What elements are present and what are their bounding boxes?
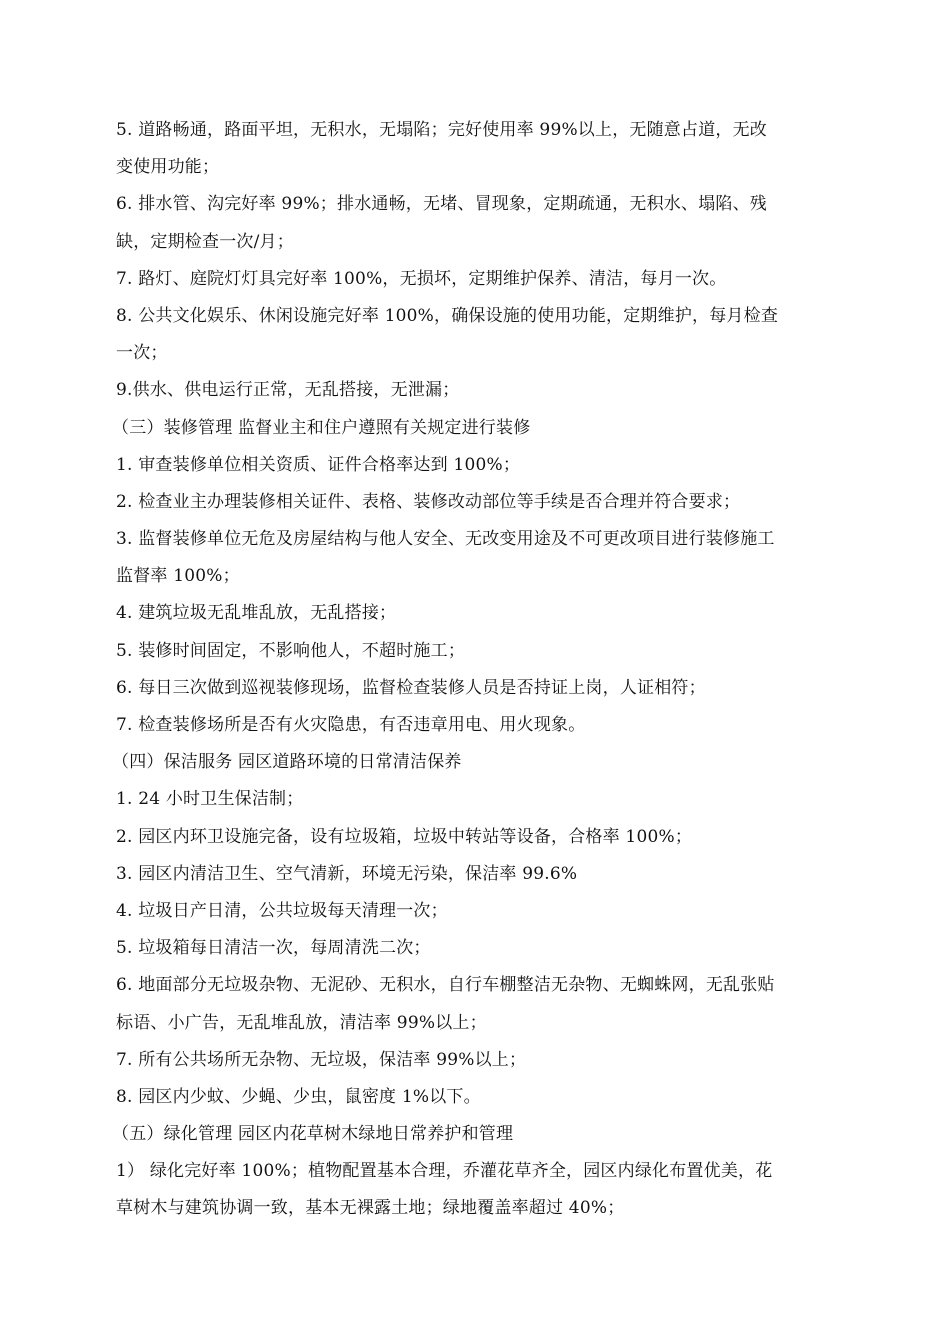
- list-item: 2. 检查业主办理装修相关证件、表格、装修改动部位等手续是否合理并符合要求；: [116, 491, 741, 512]
- list-item: 3. 监督装修单位无危及房屋结构与他人安全、无改变用途及不可更改项目进行装修施工: [116, 529, 775, 550]
- list-item: 5. 垃圾箱每日清洁一次，每周清洗二次；: [116, 938, 431, 959]
- list-item: 8. 公共文化娱乐、休闲设施完好率 100%，确保设施的使用功能，定期维护，每月检查: [116, 305, 779, 326]
- list-item: 1. 审查装修单位相关资质、证件合格率达到 100%；: [116, 454, 521, 475]
- paragraph-continuation: 标语、小广告，无乱堆乱放，清洁率 99%以上；: [116, 1012, 487, 1033]
- list-item: 7. 所有公共场所无杂物、无垃圾，保洁率 99%以上；: [116, 1049, 527, 1070]
- list-item: 7. 路灯、庭院灯灯具完好率 100%，无损坏，定期维护保养、清洁，每月一次。: [116, 268, 727, 289]
- list-item: 8. 园区内少蚊、少蝇、少虫，鼠密度 1%以下。: [116, 1086, 481, 1107]
- list-item: 6. 每日三次做到巡视装修现场，监督检查装修人员是否持证上岗，人证相符；: [116, 677, 706, 698]
- list-item: 4. 建筑垃圾无乱堆乱放，无乱搭接；: [116, 603, 397, 624]
- list-item: 2. 园区内环卫设施完备，设有垃圾箱，垃圾中转站等设备，合格率 100%；: [116, 826, 693, 847]
- list-item: 4. 垃圾日产日清，公共垃圾每天清理一次；: [116, 900, 448, 921]
- list-item: 1） 绿化完好率 100%；植物配置基本合理，乔灌花草齐全，园区内绿化布置优美，花: [116, 1161, 773, 1182]
- list-item: 3. 园区内清洁卫生、空气清新，环境无污染，保洁率 99.6%: [116, 863, 578, 884]
- section-heading: （三）装修管理 监督业主和住户遵照有关规定进行装修: [112, 417, 531, 438]
- list-item: 1. 24 小时卫生保洁制；: [116, 789, 304, 810]
- list-item: 7. 检查装修场所是否有火灾隐患，有否违章用电、用火现象。: [116, 715, 586, 735]
- list-item: 6. 地面部分无垃圾杂物、无泥砂、无积水，自行车棚整洁无杂物、无蜘蛛网，无乱张贴: [116, 975, 775, 996]
- paragraph-continuation: 一次；: [116, 343, 168, 364]
- paragraph-continuation: 变使用功能；: [116, 157, 220, 178]
- list-item: 5. 装修时间固定，不影响他人，不超时施工；: [116, 640, 466, 661]
- list-item: 6. 排水管、沟完好率 99%；排水通畅，无堵、冒现象，定期疏通，无积水、塌陷、残: [116, 194, 768, 215]
- list-item: 5. 道路畅通，路面平坦，无积水，无塌陷；完好使用率 99%以上，无随意占道，无改: [116, 120, 768, 140]
- list-item: 9.供水、供电运行正常，无乱搭接，无泄漏；: [116, 380, 460, 401]
- paragraph-continuation: 监督率 100%；: [116, 566, 240, 587]
- section-heading: （五）绿化管理 园区内花草树木绿地日常养护和管理: [112, 1124, 514, 1145]
- paragraph-continuation: 缺，定期检查一次/月；: [116, 231, 294, 252]
- document-body: [112, 112, 836, 1228]
- paragraph-continuation: 草树木与建筑协调一致，基本无裸露土地；绿地覆盖率超过 40%；: [116, 1198, 625, 1219]
- section-heading: （四）保洁服务 园区道路环境的日常清洁保养: [112, 752, 462, 773]
